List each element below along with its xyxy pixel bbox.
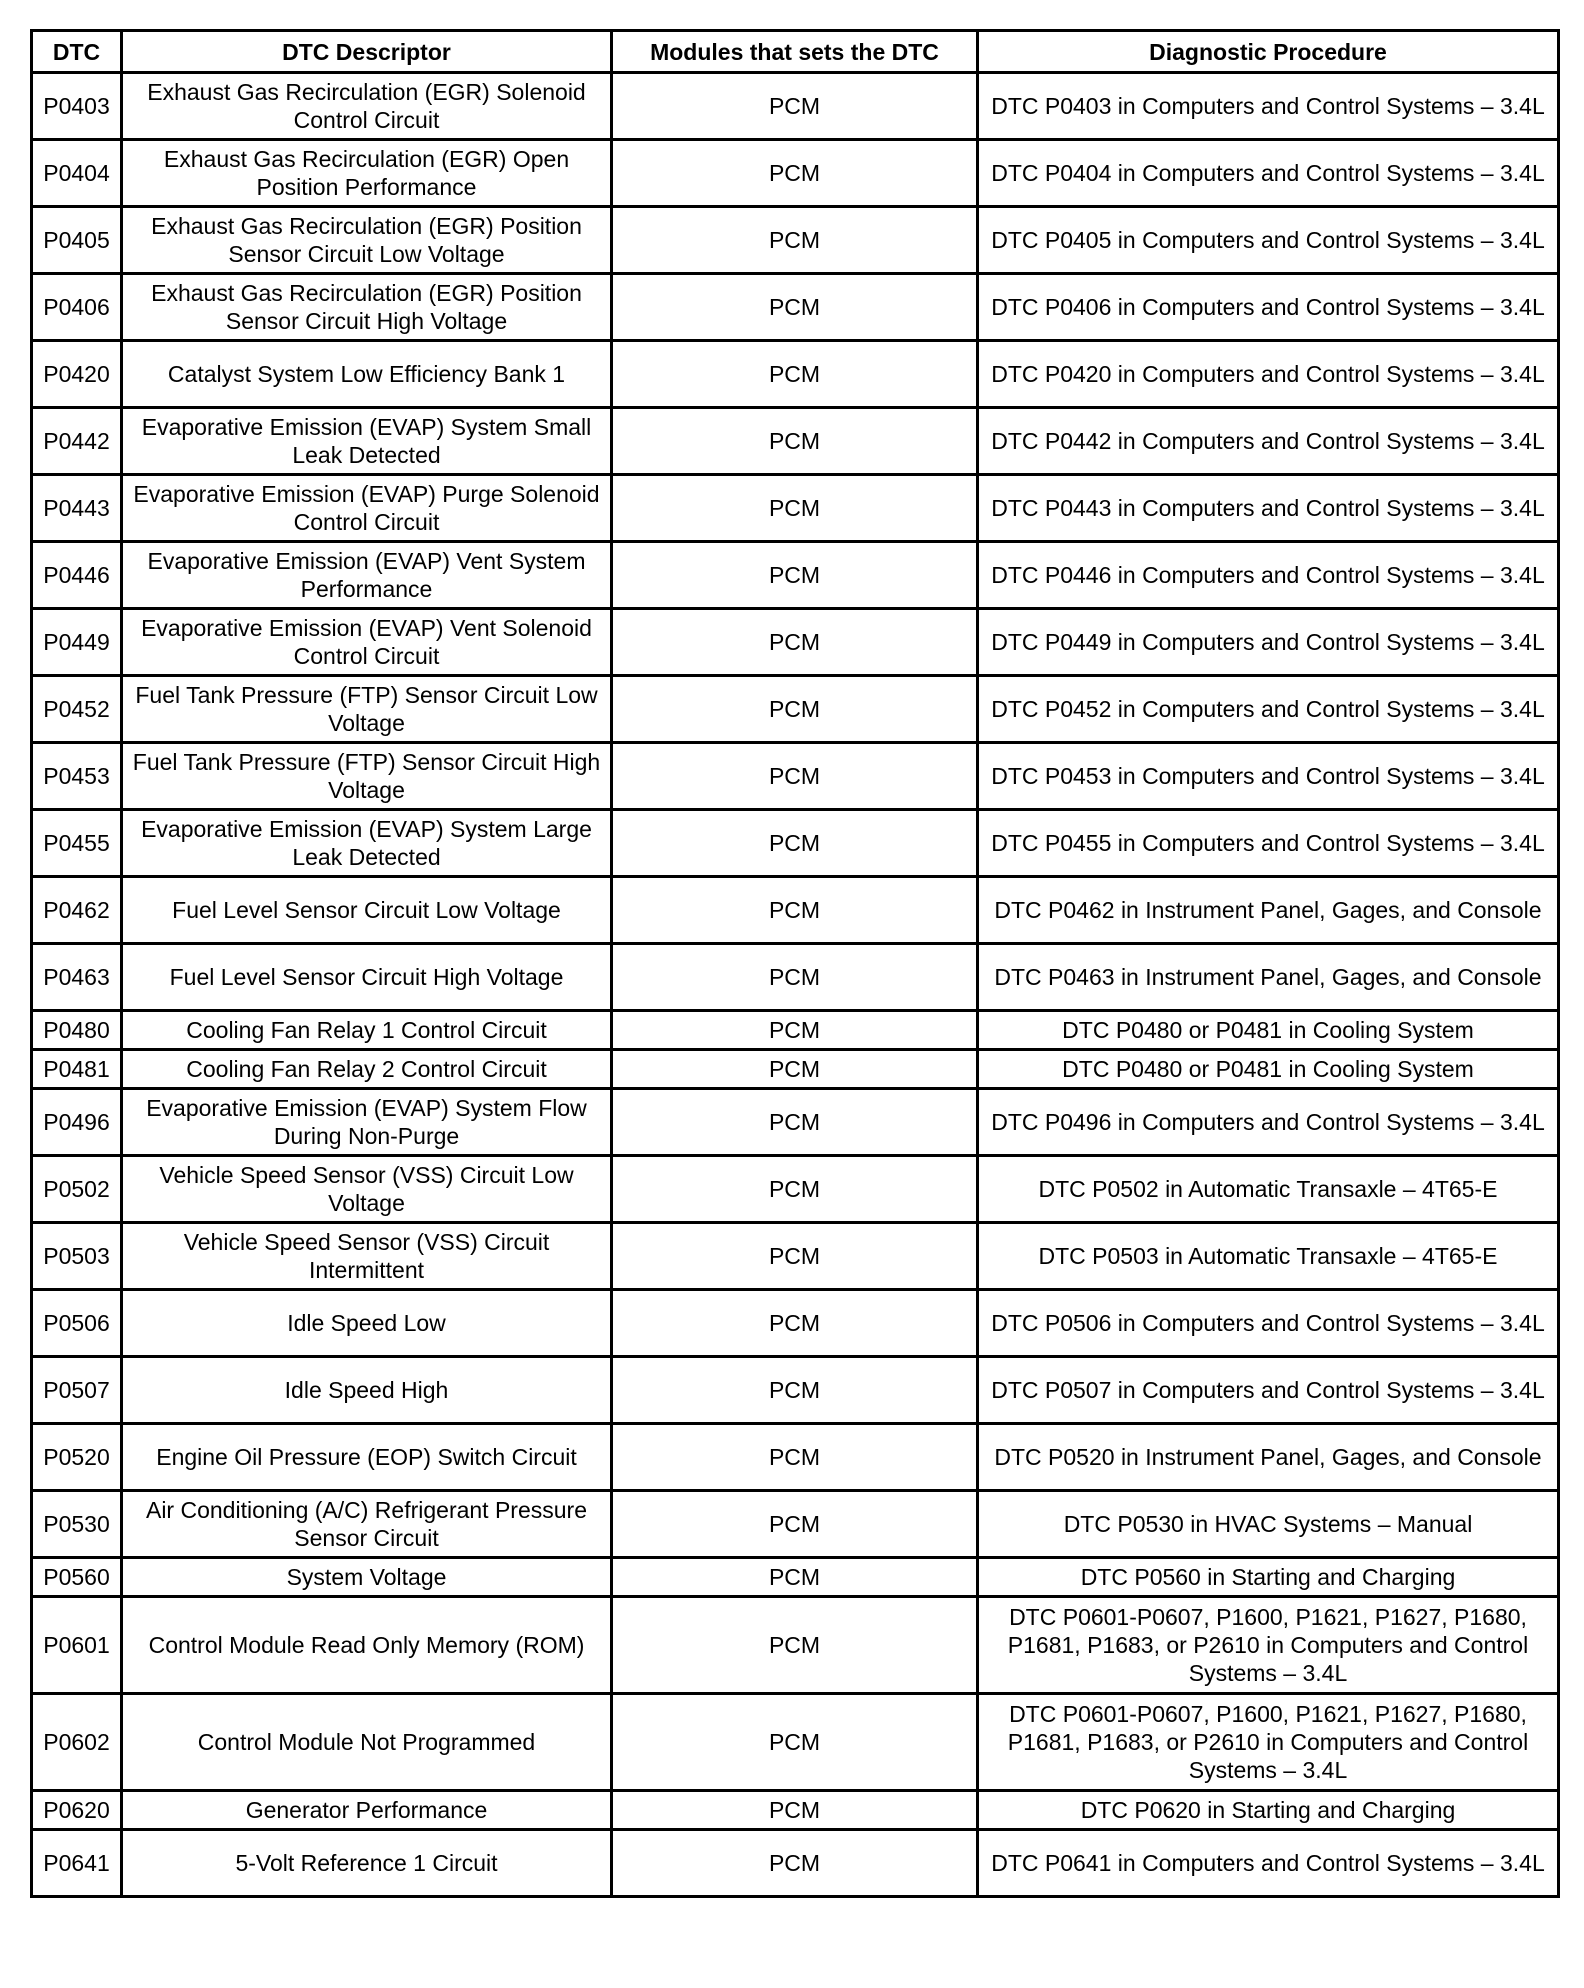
cell-module: PCM [612, 274, 978, 341]
cell-procedure: DTC P0420 in Computers and Control Systems – 3.4L [978, 341, 1559, 408]
cell-descriptor: Evaporative Emission (EVAP) System Small Leak Detected [122, 408, 612, 475]
cell-dtc: P0530 [32, 1491, 122, 1558]
table-row [32, 542, 1559, 609]
cell-procedure: DTC P0455 in Computers and Control Systems – 3.4L [978, 810, 1559, 877]
cell-module: PCM [612, 1156, 978, 1223]
cell-descriptor: Evaporative Emission (EVAP) Vent Solenoid Control Circuit [122, 609, 612, 676]
table-row [32, 1830, 1559, 1897]
cell-procedure: DTC P0463 in Instrument Panel, Gages, and Console [978, 944, 1559, 1011]
cell-descriptor: Catalyst System Low Efficiency Bank 1 [122, 341, 612, 408]
cell-descriptor: Exhaust Gas Recirculation (EGR) Position Sensor Circuit High Voltage [122, 274, 612, 341]
cell-module: PCM [612, 207, 978, 274]
cell-module: PCM [612, 676, 978, 743]
cell-procedure: DTC P0601-P0607, P1600, P1621, P1627, P1680, P1681, P1683, or P2610 in Computers and Control Systems – 3.4L [978, 1597, 1559, 1694]
table-row [32, 1424, 1559, 1491]
cell-descriptor: Exhaust Gas Recirculation (EGR) Solenoid Control Circuit [122, 73, 612, 140]
cell-dtc: P0403 [32, 73, 122, 140]
table-row [32, 341, 1559, 408]
cell-dtc: P0405 [32, 207, 122, 274]
table-row [32, 1156, 1559, 1223]
cell-descriptor: Evaporative Emission (EVAP) Purge Solenoid Control Circuit [122, 475, 612, 542]
cell-procedure: DTC P0404 in Computers and Control Systems – 3.4L [978, 140, 1559, 207]
cell-module: PCM [612, 1830, 978, 1897]
cell-procedure: DTC P0406 in Computers and Control Systems – 3.4L [978, 274, 1559, 341]
cell-procedure: DTC P0480 or P0481 in Cooling System [978, 1011, 1559, 1050]
cell-dtc: P0520 [32, 1424, 122, 1491]
cell-descriptor: Exhaust Gas Recirculation (EGR) Open Position Performance [122, 140, 612, 207]
cell-dtc: P0455 [32, 810, 122, 877]
table-row [32, 877, 1559, 944]
cell-procedure: DTC P0520 in Instrument Panel, Gages, and Console [978, 1424, 1559, 1491]
table-row [32, 1791, 1559, 1830]
table-row [32, 810, 1559, 877]
cell-dtc: P0404 [32, 140, 122, 207]
cell-dtc: P0443 [32, 475, 122, 542]
table-row [32, 1050, 1559, 1089]
cell-dtc: P0641 [32, 1830, 122, 1897]
table-row [32, 676, 1559, 743]
table-row [32, 1290, 1559, 1357]
cell-procedure: DTC P0449 in Computers and Control Systems – 3.4L [978, 609, 1559, 676]
dtc-table [30, 29, 1560, 1898]
cell-module: PCM [612, 1597, 978, 1694]
cell-module: PCM [612, 1011, 978, 1050]
cell-descriptor: Fuel Tank Pressure (FTP) Sensor Circuit Low Voltage [122, 676, 612, 743]
cell-module: PCM [612, 542, 978, 609]
cell-descriptor: Vehicle Speed Sensor (VSS) Circuit Low Voltage [122, 1156, 612, 1223]
cell-descriptor: Fuel Tank Pressure (FTP) Sensor Circuit High Voltage [122, 743, 612, 810]
cell-descriptor: Engine Oil Pressure (EOP) Switch Circuit [122, 1424, 612, 1491]
cell-descriptor: Air Conditioning (A/C) Refrigerant Pressure Sensor Circuit [122, 1491, 612, 1558]
header-procedure: Diagnostic Procedure [978, 31, 1559, 73]
cell-descriptor: Fuel Level Sensor Circuit Low Voltage [122, 877, 612, 944]
cell-descriptor: Idle Speed Low [122, 1290, 612, 1357]
cell-module: PCM [612, 1357, 978, 1424]
cell-descriptor: Exhaust Gas Recirculation (EGR) Position Sensor Circuit Low Voltage [122, 207, 612, 274]
cell-module: PCM [612, 810, 978, 877]
header-dtc: DTC [32, 31, 122, 73]
cell-dtc: P0601 [32, 1597, 122, 1694]
cell-procedure: DTC P0462 in Instrument Panel, Gages, and Console [978, 877, 1559, 944]
cell-descriptor: Control Module Not Programmed [122, 1694, 612, 1791]
cell-module: PCM [612, 73, 978, 140]
table-row [32, 207, 1559, 274]
cell-module: PCM [612, 944, 978, 1011]
cell-module: PCM [612, 1223, 978, 1290]
cell-procedure: DTC P0601-P0607, P1600, P1621, P1627, P1680, P1681, P1683, or P2610 in Computers and Control Systems – 3.4L [978, 1694, 1559, 1791]
cell-descriptor: Cooling Fan Relay 2 Control Circuit [122, 1050, 612, 1089]
cell-dtc: P0452 [32, 676, 122, 743]
cell-descriptor: Control Module Read Only Memory (ROM) [122, 1597, 612, 1694]
cell-dtc: P0506 [32, 1290, 122, 1357]
cell-module: PCM [612, 609, 978, 676]
cell-procedure: DTC P0403 in Computers and Control Systems – 3.4L [978, 73, 1559, 140]
table-row [32, 408, 1559, 475]
table-row [32, 609, 1559, 676]
cell-procedure: DTC P0446 in Computers and Control Systems – 3.4L [978, 542, 1559, 609]
table-row [32, 274, 1559, 341]
header-module: Modules that sets the DTC [612, 31, 978, 73]
cell-procedure: DTC P0507 in Computers and Control Systems – 3.4L [978, 1357, 1559, 1424]
cell-descriptor: Fuel Level Sensor Circuit High Voltage [122, 944, 612, 1011]
cell-dtc: P0449 [32, 609, 122, 676]
cell-procedure: DTC P0496 in Computers and Control Systems – 3.4L [978, 1089, 1559, 1156]
cell-dtc: P0560 [32, 1558, 122, 1597]
cell-dtc: P0453 [32, 743, 122, 810]
table-row [32, 475, 1559, 542]
cell-dtc: P0463 [32, 944, 122, 1011]
cell-procedure: DTC P0620 in Starting and Charging [978, 1791, 1559, 1830]
cell-descriptor: Idle Speed High [122, 1357, 612, 1424]
cell-module: PCM [612, 1694, 978, 1791]
cell-module: PCM [612, 1791, 978, 1830]
cell-dtc: P0420 [32, 341, 122, 408]
table-row [32, 944, 1559, 1011]
table-row [32, 1597, 1559, 1694]
cell-dtc: P0602 [32, 1694, 122, 1791]
table-row [32, 140, 1559, 207]
cell-module: PCM [612, 1424, 978, 1491]
cell-procedure: DTC P0530 in HVAC Systems – Manual [978, 1491, 1559, 1558]
cell-dtc: P0406 [32, 274, 122, 341]
cell-module: PCM [612, 140, 978, 207]
cell-dtc: P0442 [32, 408, 122, 475]
table-row [32, 1011, 1559, 1050]
cell-module: PCM [612, 877, 978, 944]
table-row [32, 1491, 1559, 1558]
cell-module: PCM [612, 1089, 978, 1156]
header-row [32, 31, 1559, 73]
cell-dtc: P0480 [32, 1011, 122, 1050]
table-row [32, 743, 1559, 810]
cell-dtc: P0502 [32, 1156, 122, 1223]
table-body [32, 73, 1559, 1897]
cell-procedure: DTC P0452 in Computers and Control Systems – 3.4L [978, 676, 1559, 743]
table-row [32, 73, 1559, 140]
cell-dtc: P0462 [32, 877, 122, 944]
cell-procedure: DTC P0502 in Automatic Transaxle – 4T65-E [978, 1156, 1559, 1223]
cell-descriptor: System Voltage [122, 1558, 612, 1597]
cell-descriptor: Evaporative Emission (EVAP) System Large Leak Detected [122, 810, 612, 877]
cell-module: PCM [612, 1558, 978, 1597]
cell-procedure: DTC P0503 in Automatic Transaxle – 4T65-E [978, 1223, 1559, 1290]
cell-descriptor: Generator Performance [122, 1791, 612, 1830]
table-row [32, 1694, 1559, 1791]
cell-descriptor: Evaporative Emission (EVAP) Vent System Performance [122, 542, 612, 609]
table-row [32, 1089, 1559, 1156]
cell-descriptor: 5-Volt Reference 1 Circuit [122, 1830, 612, 1897]
cell-descriptor: Evaporative Emission (EVAP) System Flow During Non-Purge [122, 1089, 612, 1156]
cell-procedure: DTC P0560 in Starting and Charging [978, 1558, 1559, 1597]
table-row [32, 1223, 1559, 1290]
cell-procedure: DTC P0443 in Computers and Control Systems – 3.4L [978, 475, 1559, 542]
cell-dtc: P0503 [32, 1223, 122, 1290]
cell-procedure: DTC P0442 in Computers and Control Systems – 3.4L [978, 408, 1559, 475]
cell-dtc: P0507 [32, 1357, 122, 1424]
cell-procedure: DTC P0453 in Computers and Control Systems – 3.4L [978, 743, 1559, 810]
cell-descriptor: Cooling Fan Relay 1 Control Circuit [122, 1011, 612, 1050]
header-descriptor: DTC Descriptor [122, 31, 612, 73]
cell-procedure: DTC P0405 in Computers and Control Systems – 3.4L [978, 207, 1559, 274]
cell-module: PCM [612, 1491, 978, 1558]
cell-dtc: P0481 [32, 1050, 122, 1089]
cell-module: PCM [612, 475, 978, 542]
cell-module: PCM [612, 408, 978, 475]
cell-module: PCM [612, 743, 978, 810]
cell-descriptor: Vehicle Speed Sensor (VSS) Circuit Intermittent [122, 1223, 612, 1290]
table-row [32, 1558, 1559, 1597]
cell-module: PCM [612, 341, 978, 408]
cell-dtc: P0496 [32, 1089, 122, 1156]
cell-module: PCM [612, 1050, 978, 1089]
table-row [32, 1357, 1559, 1424]
cell-module: PCM [612, 1290, 978, 1357]
cell-dtc: P0620 [32, 1791, 122, 1830]
cell-dtc: P0446 [32, 542, 122, 609]
cell-procedure: DTC P0480 or P0481 in Cooling System [978, 1050, 1559, 1089]
cell-procedure: DTC P0641 in Computers and Control Systems – 3.4L [978, 1830, 1559, 1897]
cell-procedure: DTC P0506 in Computers and Control Systems – 3.4L [978, 1290, 1559, 1357]
